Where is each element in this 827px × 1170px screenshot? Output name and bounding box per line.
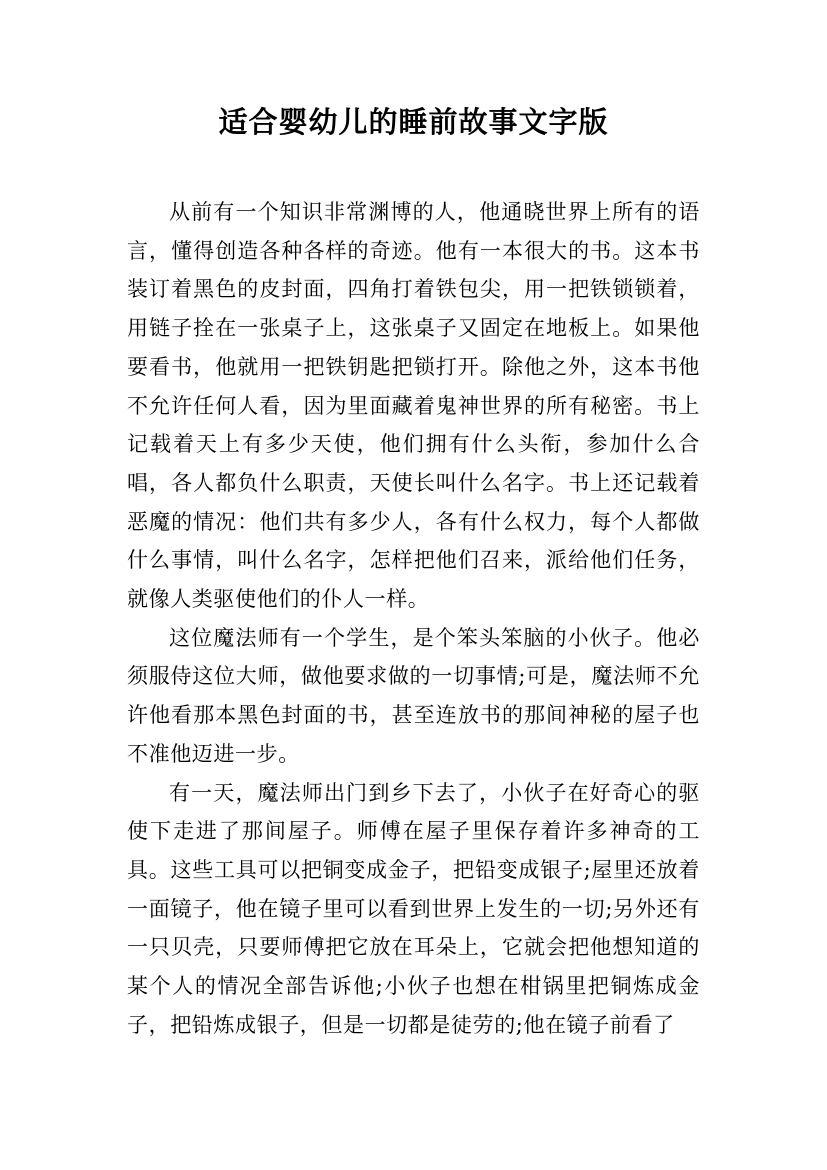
paragraph-2: 这位魔法师有一个学生，是个笨头笨脑的小伙子。他必须服侍这位大师，做他要求做的一切事情;可是，魔法师不允许他看那本黑色封面的书，甚至连放书的那间神秘的屋子也不准他迈进一步。 [127, 625, 700, 766]
document-body [127, 193, 700, 1044]
document-title: 适合婴幼儿的睡前故事文字版 [218, 105, 609, 139]
paragraph-1: 从前有一个知识非常渊博的人，他通晓世界上所有的语言，懂得创造各种各样的奇迹。他有一本很大的书。这本书装订着黑色的皮封面，四角打着铁包尖，用一把铁锁锁着，用链子拴在一张桌子上，这张桌子又固定在地板上。如果他要看书，他就用一把铁钥匙把锁打开。除他之外，这本书他不允许任何人看，因为里面藏着鬼神世界的所有秘密。书上记载着天上有多少天使，他们拥有什么头衔，参加什么合唱，各人都负什么职责，天使长叫什么名字。书上还记载着恶魔的情况：他们共有多少人，各有什么权力，每个人都做什么事情，叫什么名字，怎样把他们召来，派给他们任务，就像人类驱使他们的仆人一样。 [127, 200, 700, 612]
paragraph-3: 有一天，魔法师出门到乡下去了，小伙子在好奇心的驱使下走进了那间屋子。师傅在屋子里保存着许多神奇的工具。这些工具可以把铜变成金子，把铅变成银子;屋里还放着一面镜子，他在镜子里可以看到世界上发生的一切;另外还有一只贝壳，只要师傅把它放在耳朵上，它就会把他想知道的某个人的情况全部告诉他;小伙子也想在柑锅里把铜炼成金子，把铅炼成银子，但是一切都是徒劳的;他在镜子前看了 [127, 780, 700, 1037]
